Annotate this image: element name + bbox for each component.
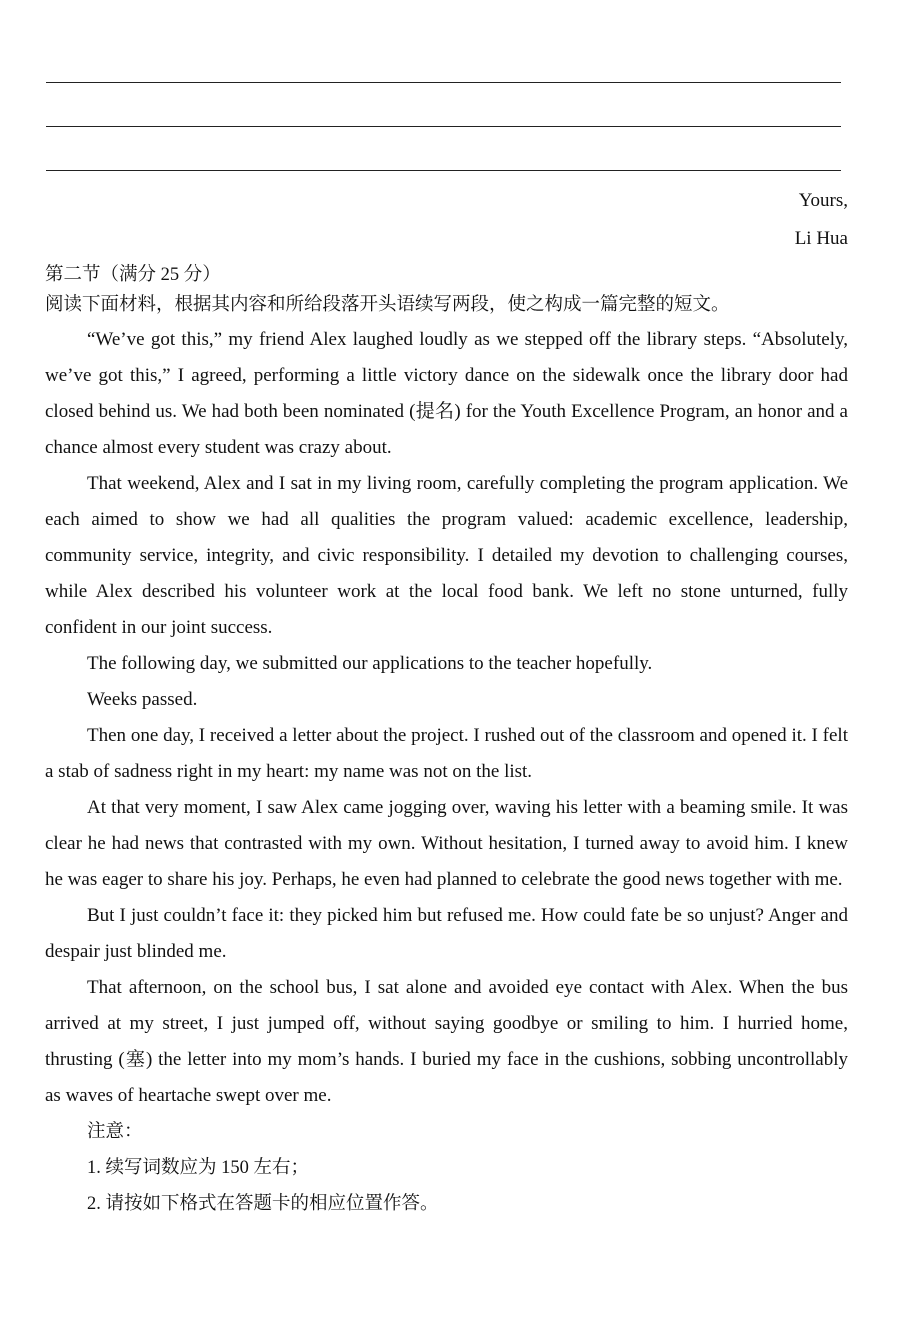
story-paragraph: But I just couldn’t face it: they picked him but refused me. How could fate be so unjust? Anger and despair just blinded me. xyxy=(45,905,848,962)
notes-heading: 注意： xyxy=(87,1122,143,1142)
answer-line xyxy=(46,170,841,171)
story-passage xyxy=(45,322,848,1114)
section-content xyxy=(45,260,848,1222)
section-instruction: 阅读下面材料，根据其内容和所给段落开头语续写两段，使之构成一篇完整的短文。 xyxy=(45,295,730,315)
answer-line xyxy=(46,82,841,83)
story-paragraph: That afternoon, on the school bus, I sat alone and avoided eye contact with Alex. When the bus arrived at my street, I just jumped off, without saying goodbye or smiling to him. I hurried home, thrusting (塞) the letter into my mom’s hands. I buried my face in the cushions, sobbing uncontrollably as waves of heartache swept over me. xyxy=(45,977,848,1106)
story-paragraph: At that very moment, I saw Alex came jogging over, waving his letter with a beaming smile. It was clear he had news that contrasted with my own. Without hesitation, I turned away to avoid him. I knew he was eager to share his joy. Perhaps, he even had planned to celebrate the good news together with me. xyxy=(45,797,848,890)
note-item-answer-format: 2. 请按如下格式在答题卡的相应位置作答。 xyxy=(87,1194,439,1214)
note-item-word-count: 1. 续写词数应为 150 左右； xyxy=(87,1158,310,1178)
story-paragraph: Then one day, I received a letter about the project. I rushed out of the classroom and opened it. I felt a stab of sadness right in my heart: my name was not on the list. xyxy=(45,725,848,782)
story-paragraph: That weekend, Alex and I sat in my living room, carefully completing the program application. We each aimed to show we had all qualities the program valued: academic excellence, leadership, community service, integrity, and civic responsibility. I detailed my devotion to challenging courses, while Alex described his volunteer work at the local food bank. We left no stone unturned, fully confident in our joint success. xyxy=(45,473,848,638)
section-title: 第二节（满分 25 分） xyxy=(45,265,221,285)
answer-line xyxy=(46,126,841,127)
letter-signature-name: Li Hua xyxy=(794,228,848,249)
letter-closing-yours: Yours, xyxy=(798,190,848,211)
story-paragraph: Weeks passed. xyxy=(87,689,198,710)
story-paragraph: The following day, we submitted our applications to the teacher hopefully. xyxy=(87,653,653,674)
story-paragraph: “We’ve got this,” my friend Alex laughed loudly as we stepped off the library steps. “Absolutely, we’ve got this,” I agreed, performing a little victory dance on the sidewalk once the library door had closed behind us. We had both been nominated (提名) for the Youth Excellence Program, an honor and a chance almost every student was crazy about. xyxy=(45,329,848,458)
